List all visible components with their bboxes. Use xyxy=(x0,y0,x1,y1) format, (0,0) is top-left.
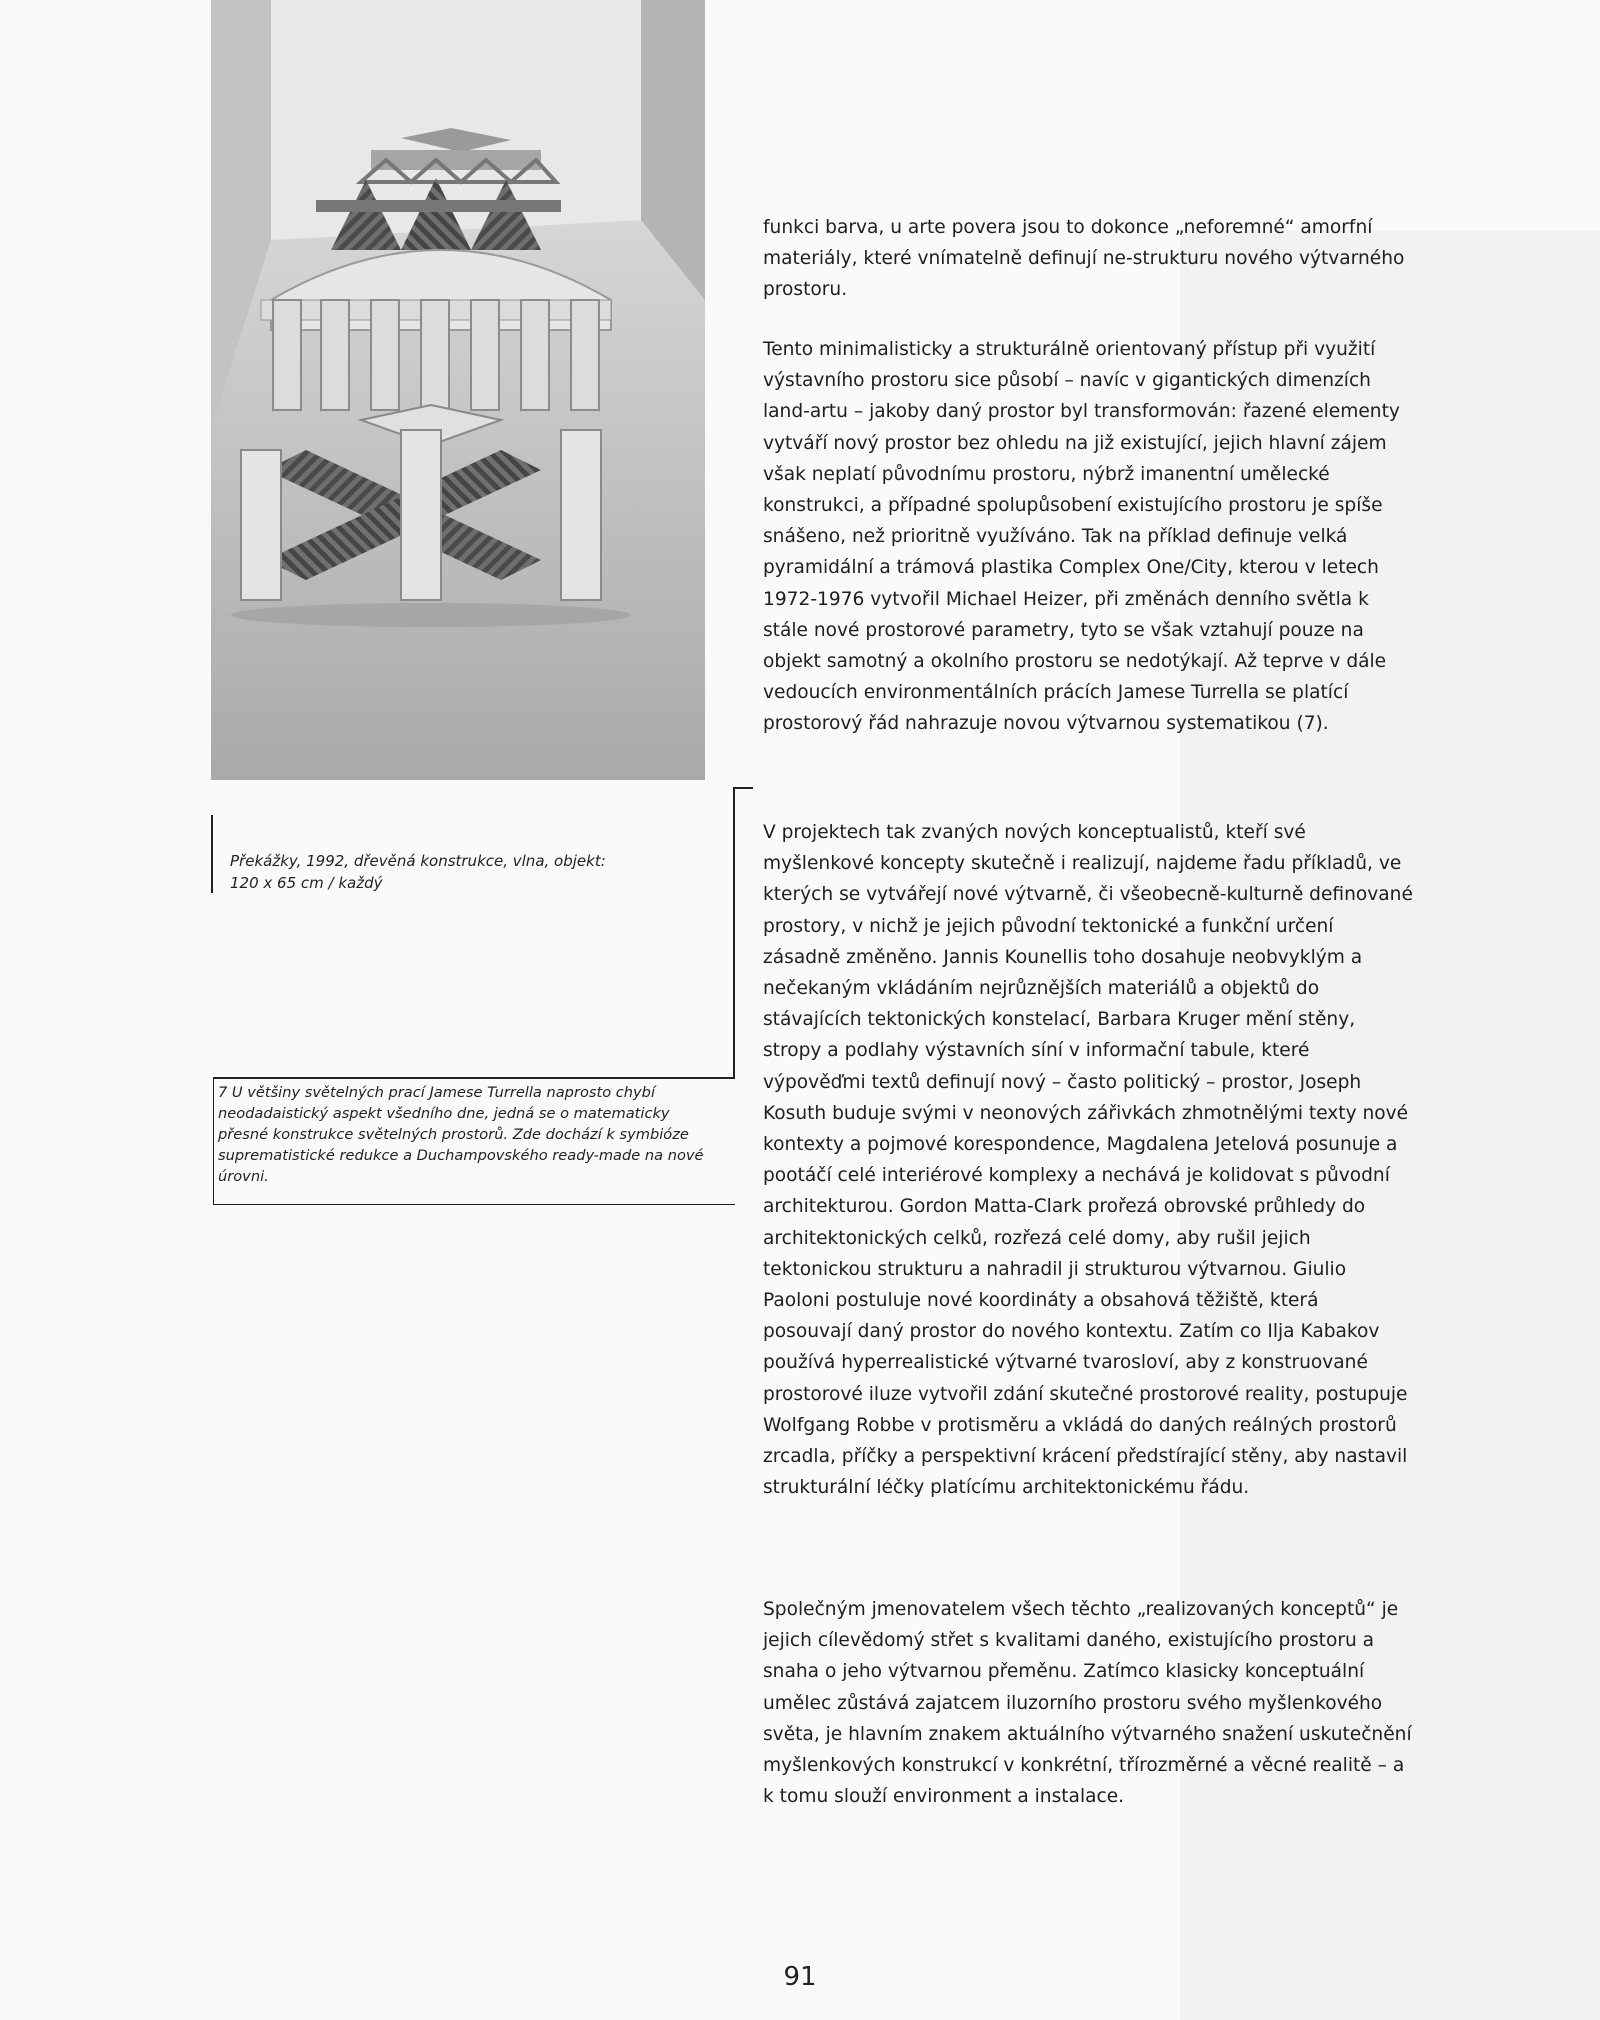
paragraph-4: Společným jmenovatelem všech těchto „realizovaných konceptů“ je jejich cílevědomý střet s kvalitami daného, existujícího prostoru a snaha o jeho výtvarnou přeměnu. Zatímco klasicky konceptuální umělec zůstává zajatcem iluzorního prostoru svého myšlenkového světa, je hlavním znakem aktuálního výtvarného snažení uskutečnění myšlenkových konstrukcí v konkrétní, třírozměrné a věcné realitě – a k tomu slouží environment a instalace. xyxy=(763,1599,1412,1808)
page-number: 91 xyxy=(783,1962,817,1992)
paragraph-2: Tento minimalisticky a strukturálně orientovaný přístup při využití výstavního prostoru sice působí – navíc v gigantických dimenzích land-artu – jakoby daný prostor byl transformován: řazené elementy vytváří nový prostor bez ohledu na již existující, jejich hlavní zájem však neplatí původnímu prostoru, nýbrž imanentní umělecké konstrukci, a případné spolupůsobení existujícího prostoru je spíše snášeno, než prioritně využíváno. Tak na příklad definuje velká pyramidální a trámová plastika Complex One/City, kterou v letech 1972-1976 vytvořil Michael Heizer, při změnách denního světla k stále nové prostorové parametry, tyto se však vztahují pouze na objekt samotný a okolního prostoru se nedotýkají. Až teprve v dále vedoucích environmentálních prácích Jamese Turrella se platící prostorový řád nahrazuje novou výtvarnou systematikou (7). xyxy=(763,339,1400,735)
paragraph-1: funkci barva, u arte povera jsou to dokonce „neforemné“ amorfní materiály, které vnímatelně definují ne-strukturu nového výtvarného prostoru. xyxy=(763,217,1405,301)
footnote-text: 7 U většiny světelných prací Jamese Turrella naprosto chybí neodadaistický aspekt všedního dne, jedná se o matematicky přesné konstrukce světelných prostorů. Zde dochází k symbióze suprematistické redukce a Duchampovského ready-made na nové úrovni. xyxy=(218,1084,704,1185)
sculpture-photo xyxy=(211,0,705,780)
paragraph-3: V projektech tak zvaných nových konceptualistů, kteří své myšlenkové koncepty skutečně i realizují, najdeme řadu příkladů, ve kterých se vytvářejí nové výtvarně, či všeobecně-kulturně definované prostory, v nichž je jejich původní tektonické a funkční určení zásadně změněno. Jannis Kounellis toho dosahuje neobvyklým a nečekaným vkládáním nejrůznějších materiálů a objektů do stávajících tektonických konstelací, Barbara Kruger mění stěny, stropy a podlahy výstavních síní v informační tabule, které výpověďmi textů definují nový – často politický – prostor, Joseph Kosuth buduje svými v neonových zářivkách zhmotnělými texty nové kontexty a pojmové korespondence, Magdalena Jetelová posunuje a pootáčí celé interiérové komplexy a nechává je kolidovat s původní architekturou. Gordon Matta-Clark prořezá obrovské průhledy do architektonických celků, rozřezá celé domy, aby rušil jejich tektonickou strukturu a nahradil ji strukturou výtvarnou. Giulio Paoloni postuluje nové koordináty a obsahová těžiště, která posouvají daný prostor do nového kontextu. Zatím co Ilja Kabakov používá hyperrealistické výtvarné tvarosloví, aby z konstruované prostorové iluze vytvořil zdání skutečné prostorové reality, postupuje Wolfgang Robbe v protisměru a vkládá do daných reálných prostorů zrcadla, příčky a perspektivní krácení předstírající stěny, aby nastavil strukturální léčky platícímu architektonickému řádu. xyxy=(763,822,1413,1499)
photo-caption: Překážky, 1992, dřevěná konstrukce, vlna, objekt: 120 x 65 cm / každý xyxy=(230,852,606,892)
bracket-side-line xyxy=(733,787,735,1077)
caption-rule xyxy=(211,815,213,893)
bracket-top-line xyxy=(733,787,753,789)
